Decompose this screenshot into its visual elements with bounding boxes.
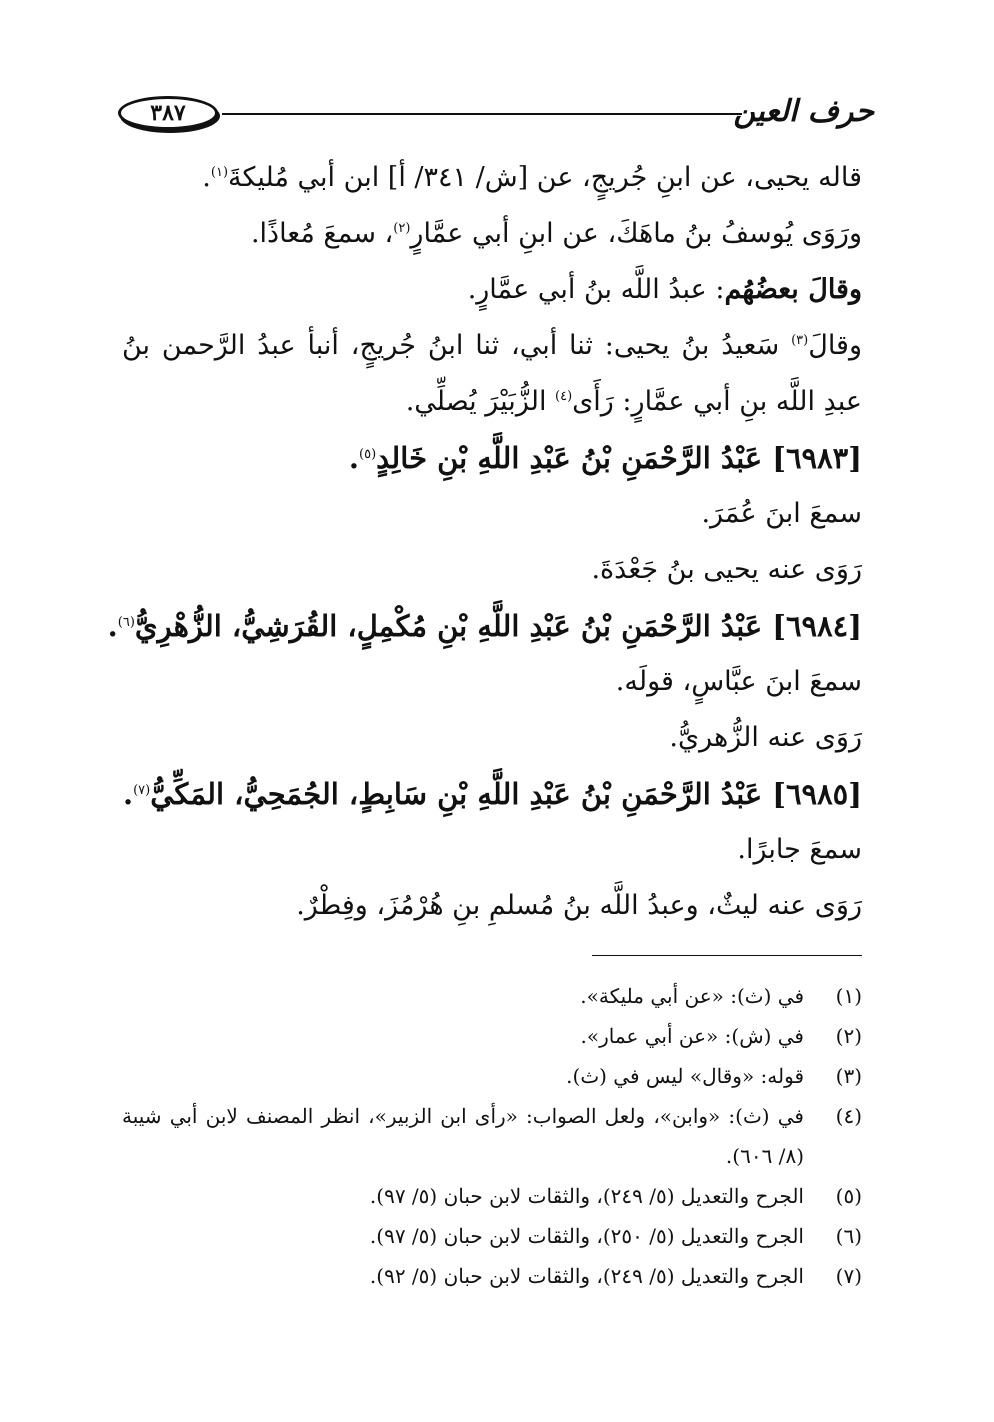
footnote-text: الجرح والتعديل (٥/ ٢٥٠)، والثقات لابن حبان (٥/ ٩٧). — [369, 1224, 804, 1248]
footnote-text: الجرح والتعديل (٥/ ٢٤٩)، والثقات لابن حبان (٥/ ٩٧). — [369, 1184, 804, 1208]
footnote-ref[interactable]: (١) — [210, 165, 229, 180]
footnote — [122, 976, 862, 1016]
text-line: سمعَ ابنَ عبَّاسٍ، قولَه. — [615, 666, 862, 697]
footnote-text: في (ش): «عن أبي عمار». — [580, 1024, 804, 1048]
footnote — [122, 1256, 862, 1296]
text-line: رَوَى عنه الزُّهريُّ. — [669, 722, 862, 753]
text-line: عبدِ اللَّه بنِ أبي عمَّارٍ: رَأَى$^{(٤)}$ الزُّبَيْرَ يُصلِّي. — [405, 386, 862, 417]
entry-heading: [٦٩٨٥] عَبْدُ الرَّحْمَنِ بْنُ عَبْدِ اللَّهِ بْنِ سَابِطٍ، الجُمَحِيُّ، المَكِّيُّ$^{(٧)}$. — [122, 777, 862, 811]
footnote — [122, 1216, 862, 1256]
page-number: ٣٨٧ — [150, 100, 186, 126]
entry-heading: [٦٩٨٣] عَبْدُ الرَّحْمَنِ بْنُ عَبْدِ اللَّهِ بْنِ خَالِدٍ$^{(٥)}$. — [348, 441, 862, 475]
running-title: حرف العين — [733, 94, 874, 129]
text-line: رَوَى عنه يحيى بنُ جَعْدَةَ. — [591, 554, 862, 585]
footnote-number: (١) — [835, 984, 862, 1008]
text-line: سمعَ ابنَ عُمَرَ. — [701, 498, 862, 529]
text-line: وقالَ بعضُهُم: عبدُ اللَّه بنُ أبي عمَّارٍ. — [467, 274, 862, 305]
footnote-ref[interactable]: (٣) — [791, 333, 809, 348]
footnote-ref[interactable]: (٤) — [555, 389, 573, 404]
footnote-text: في (ث): «وابن»، ولعل الصواب: «رأى ابن الزبير»، انظر المصنف لابن أبي شيبة (٨/ ٦٠٦). — [122, 1104, 804, 1168]
footnote-ref[interactable]: (٢) — [393, 221, 411, 236]
footnote — [122, 1016, 862, 1056]
text-line: رَوَى عنه ليثٌ، وعبدُ اللَّه بنُ مُسلمِ بنِ هُرْمُزَ، وفِطْرٌ. — [296, 890, 862, 921]
footnote — [122, 1176, 862, 1216]
header-rule — [222, 113, 742, 115]
footnote-text: الجرح والتعديل (٥/ ٢٤٩)، والثقات لابن حبان (٥/ ٩٢). — [369, 1264, 804, 1288]
footnote-ref[interactable]: (٥) — [359, 447, 377, 462]
text-line: سمعَ جابرًا. — [737, 834, 862, 865]
footnote-number: (٧) — [835, 1264, 862, 1288]
text-line: قاله يحيى، عن ابنِ جُريجٍ، عن [ش/ ٣٤١/ أ] ابن أبي مُليكةَ$^{(١)}$. — [202, 162, 862, 193]
footnote-ref[interactable]: (٦) — [117, 615, 135, 630]
footnotes — [122, 976, 862, 1296]
footnote — [122, 1056, 862, 1096]
footnote-separator — [592, 955, 862, 956]
footnote-number: (٤) — [835, 1104, 862, 1128]
footnote-number: (٣) — [835, 1064, 862, 1088]
page-number-badge — [118, 96, 218, 130]
footnote-number: (٢) — [835, 1024, 862, 1048]
page-header — [118, 96, 874, 136]
main-text — [107, 150, 862, 934]
text-line: وقالَ$^{(٣)}$ سَعيدُ بنُ يحيى: ثنا أبي، ثنا ابنُ جُريجٍ، أنبأ عبدُ الرَّحمن بنُ — [122, 330, 862, 361]
footnote-text: قوله: «وقال» ليس في (ث). — [566, 1064, 804, 1088]
footnote-text: في (ث): «عن أبي مليكة». — [580, 984, 804, 1008]
footnote-ref[interactable]: (٧) — [133, 783, 151, 798]
footnote-number: (٥) — [835, 1184, 862, 1208]
entry-heading: [٦٩٨٤] عَبْدُ الرَّحْمَنِ بْنُ عَبْدِ اللَّهِ بْنِ مُكْمِلٍ، القُرَشِيُّ، الزُّهْرِيُّ$^{(٦)}$. — [107, 609, 862, 643]
footnote-number: (٦) — [835, 1224, 862, 1248]
footnote — [122, 1096, 862, 1176]
text-line: ورَوَى يُوسفُ بنُ ماهَكَ، عن ابنِ أبي عمَّارٍ$^{(٢)}$، سمعَ مُعاذًا. — [250, 218, 862, 249]
